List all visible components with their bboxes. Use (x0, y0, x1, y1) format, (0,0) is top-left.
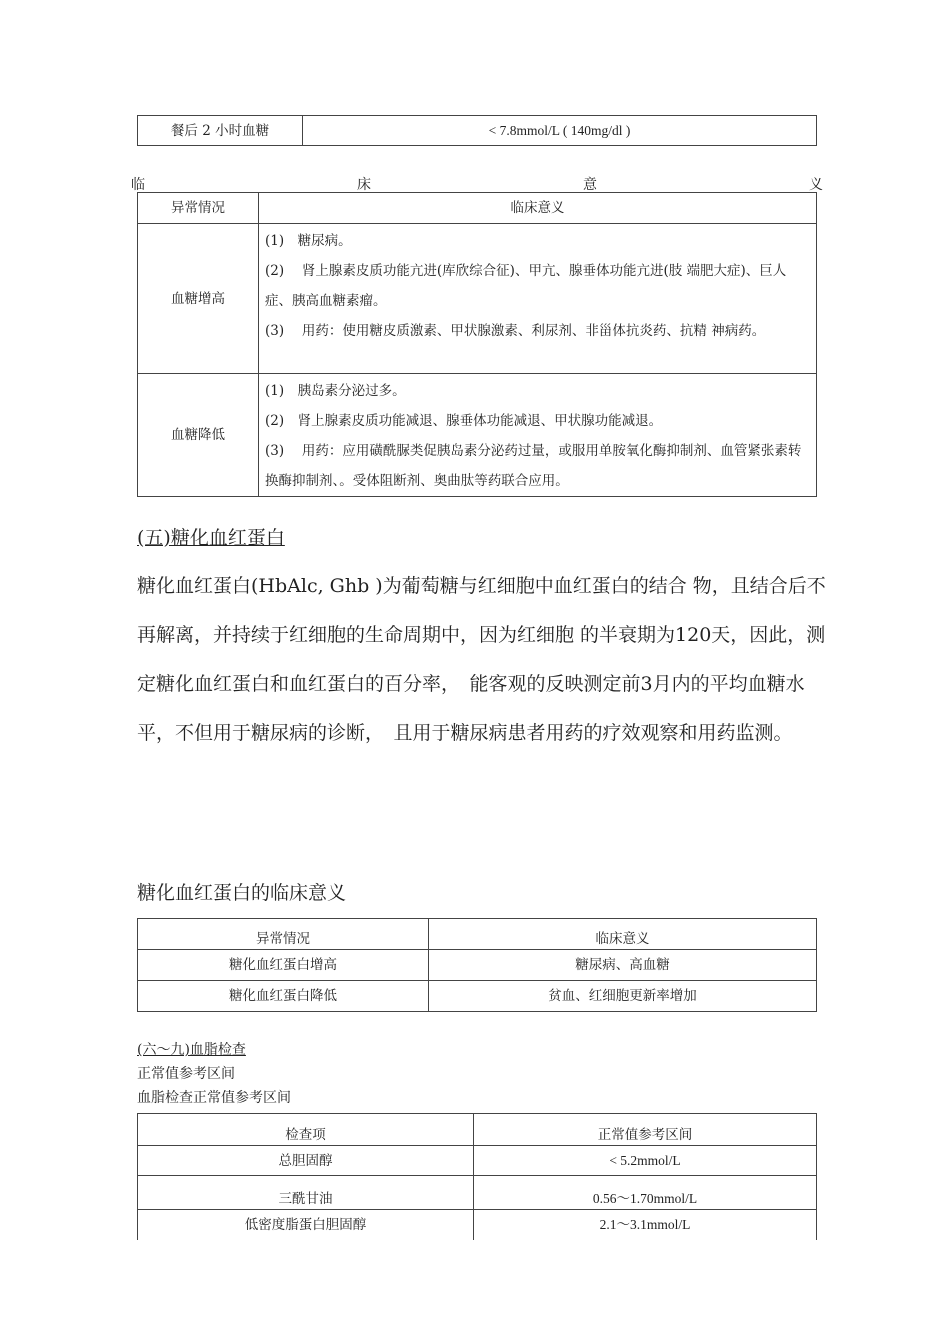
list-item: (1) 糖尿病。 (265, 233, 352, 249)
condition-cell: 血糖降低 (138, 374, 259, 497)
heading-char: 义 (809, 177, 823, 193)
clinical-significance-heading (131, 174, 823, 194)
item-cell: 低密度脂蛋白胆固醇 (138, 1210, 474, 1240)
heading-char: 临 (131, 177, 145, 193)
hba1c-clinical-table (137, 918, 817, 1012)
glucose-clinical-table (137, 192, 817, 497)
section-title-hba1c: (五)糖化血红蛋白 (137, 527, 285, 549)
list-item: (3) 用药：应用磺酰脲类促胰岛素分泌药过量，或服用单胺氧化酶抑制剂、血管紧张素转换酶抑制剂、。受体阻断剂、奥曲肽等药联合应用。 (265, 443, 802, 489)
postprandial-label: 餐后 2 小时血糖 (138, 116, 303, 146)
postprandial-glucose-table (137, 115, 817, 146)
table-row (138, 224, 817, 374)
list-item: (3) 用药：使用糖皮质激素、甲状腺激素、利尿剂、非甾体抗炎药、抗精 神病药。 (265, 323, 766, 339)
list-item: (1) 胰岛素分泌过多。 (265, 383, 406, 399)
table-row (138, 374, 817, 497)
table-row (138, 1210, 817, 1240)
table-row (138, 1176, 817, 1210)
heading-char: 意 (583, 177, 597, 193)
hba1c-table-title: 糖化血红蛋白的临床意义 (137, 882, 347, 904)
item-cell: 总胆固醇 (138, 1146, 474, 1176)
condition-cell: 糖化血红蛋白增高 (138, 950, 429, 981)
table-row (138, 950, 817, 981)
header-significance: 临床意义 (259, 193, 817, 224)
lipid-reference-table (137, 1113, 817, 1240)
item-cell: 三酰甘油 (138, 1176, 474, 1210)
reference-range-label: 正常值参考区间 (137, 1066, 235, 1082)
condition-cell: 糖化血红蛋白降低 (138, 981, 429, 1012)
range-cell: 0.56〜1.70mmol/L (474, 1176, 817, 1210)
significance-cell: 贫血、红细胞更新率增加 (429, 981, 817, 1012)
lipid-table-title: 血脂检查正常值参考区间 (137, 1090, 291, 1106)
section-title-lipids: (六〜九)血脂检查 (137, 1042, 246, 1058)
header-range: 正常值参考区间 (474, 1114, 817, 1146)
heading-char: 床 (357, 177, 371, 193)
header-condition: 异常情况 (138, 193, 259, 224)
postprandial-value: < 7.8mmol/L ( 140mg/dl ) (303, 116, 817, 146)
condition-cell: 血糖增高 (138, 224, 259, 374)
significance-cell: 糖尿病、高血糖 (429, 950, 817, 981)
table-row (138, 981, 817, 1012)
table-row (138, 1146, 817, 1176)
range-cell: < 5.2mmol/L (474, 1146, 817, 1176)
header-item: 检查项 (138, 1114, 474, 1146)
hba1c-paragraph: 糖化血红蛋白(HbAlc, Ghb )为葡萄糖与红细胞中血红蛋白的结合 物，且结合后不再解离，并持续于红细胞的生命周期中，因为红细胞 的半衰期为120天，因此，测定糖化血红蛋白和血红蛋白的百分率， 能客观的反映测定前3月内的平均血糖水平，不但用于糖尿病的诊断， 且用于糖尿病患者用药的疗效观察和用药监测。 (137, 575, 826, 744)
range-cell: 2.1〜3.1mmol/L (474, 1210, 817, 1240)
list-item: (2) 肾上腺素皮质功能减退、腺垂体功能减退、甲状腺功能减退。 (265, 413, 663, 429)
list-item: (2) 肾上腺素皮质功能亢进(库欣综合征)、甲亢、腺垂体功能亢进(肢 端肥大症)、巨人症、胰高血糖素瘤。 (265, 263, 787, 309)
header-condition: 异常情况 (138, 919, 429, 950)
header-significance: 临床意义 (429, 919, 817, 950)
